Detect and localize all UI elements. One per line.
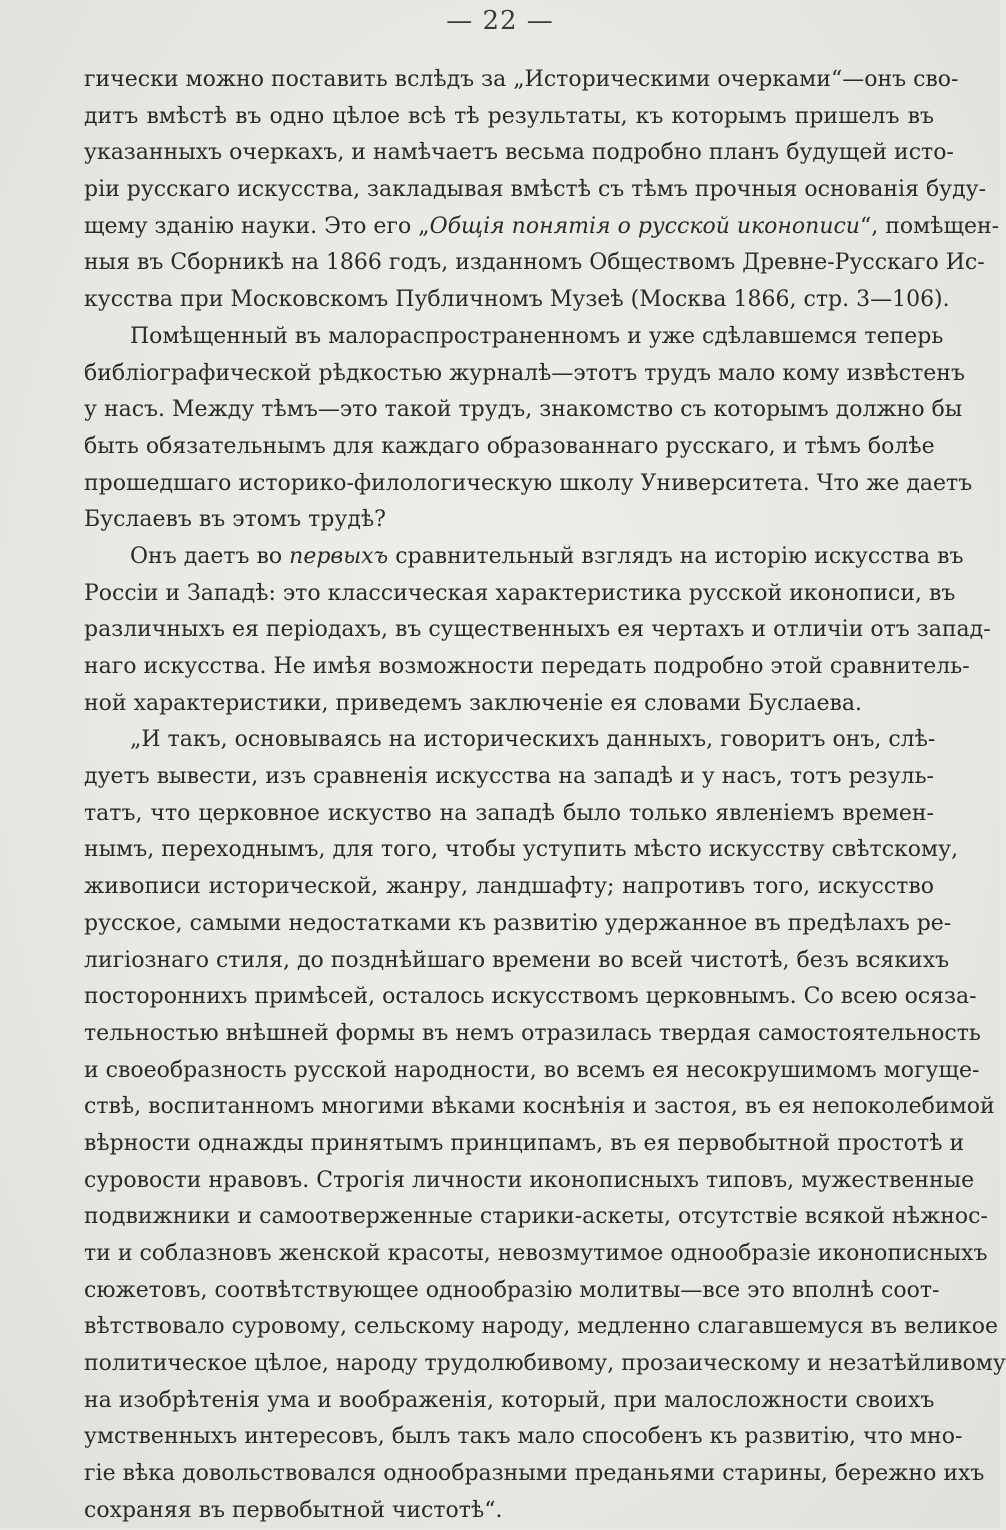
text-line: политическое цѣлое, народу трудолюбивому, прозаическому и незатѣйливому: [84, 1351, 1006, 1377]
text-line: гически можно поставить вслѣдъ за „Историческими очерками“—онъ сво-: [84, 67, 959, 92]
text-line: татъ, что церковное искуство на западѣ было только явленіемъ времен-: [84, 800, 934, 826]
text-line: и своеобразность русской народности, во всемъ ея несокрушимомъ могуще-: [84, 1057, 980, 1083]
text-line: ти и соблазновъ женской красоты, невозмутимое однообразіе иконописныхъ: [84, 1241, 988, 1266]
text-line: дуетъ вывести, изъ сравненія искусства на западѣ и у насъ, тотъ резуль-: [84, 764, 934, 790]
text-line: наго искусства. Не имѣя возможности передать подробно этой сравнитель-: [84, 654, 970, 679]
text-line: кусства при Московскомъ Публичномъ Музеѣ (Москва 1866, стр. 3—106).: [84, 287, 950, 313]
text-line: живописи исторической, жанру, ландшафту; напротивъ того, искусство: [84, 874, 934, 900]
text-line: вѣрности однажды принятымъ принципамъ, въ ея первобытной простотѣ и: [84, 1130, 965, 1156]
text-line: сохраняя въ первобытной чистотѣ“.: [84, 1497, 503, 1523]
text-line: у насъ. Между тѣмъ—это такой трудъ, знакомство съ которымъ должно бы: [84, 397, 963, 423]
text-span: “, помѣщен-: [859, 213, 1000, 239]
text-span: сравнительный взглядъ на исторію искусства въ: [388, 543, 964, 569]
text-line: вѣтствовало суровому, сельскому народу, медленно слагавшемуся въ великое: [84, 1314, 999, 1340]
page-number: — 22 —: [446, 6, 554, 36]
text-span: Онъ даетъ во: [130, 543, 290, 569]
italic-title: Общія понятія о русской иконописи: [429, 213, 860, 239]
text-line: на изобрѣтенія ума и воображенія, который, при малосложности своихъ: [84, 1387, 935, 1413]
text-line: указанныхъ очеркахъ, и намѣчаетъ весьма подробно планъ будущей исто-: [84, 140, 954, 166]
text-line: библіографической рѣдкостью журналѣ—этотъ трудъ мало кому извѣстенъ: [84, 360, 965, 386]
text-line: быть обязательнымъ для каждаго образованнаго русскаго, и тѣмъ болѣе: [84, 433, 935, 459]
text-line: Россіи и Западѣ: это классическая характеристика русской иконописи, въ: [84, 580, 956, 606]
paragraph-first-line: Помѣщенный въ малораспространенномъ и уже сдѣлавшемся теперь: [130, 323, 944, 349]
text-line: тельностью внѣшней формы въ немъ отразилась твердая самостоятельность: [84, 1020, 981, 1046]
text-line: Буслаевъ въ этомъ трудѣ?: [84, 507, 386, 533]
paragraph-first-line: [84, 539, 964, 576]
paragraph-first-line: „И такъ, основываясь на историческихъ данныхъ, говоритъ онъ, слѣ-: [130, 727, 936, 753]
text-line: различныхъ ея періодахъ, въ существенныхъ ея чертахъ и отличіи отъ запад-: [84, 617, 991, 643]
text-line: ріи русскаго искусства, закладывая вмѣстѣ съ тѣмъ прочныя основанія буду-: [84, 177, 987, 203]
text-line: дитъ вмѣстѣ въ одно цѣлое всѣ тѣ результаты, къ которымъ пришелъ въ: [84, 103, 934, 129]
text-line: русское, самыми недостатками къ развитію удержанное въ предѣлахъ ре-: [84, 910, 952, 936]
text-line: [84, 209, 1000, 246]
text-line: постороннихъ примѣсей, осталось искусствомъ церковнымъ. Со всею осяза-: [84, 984, 977, 1010]
italic-word: первыхъ: [289, 543, 389, 569]
text-line: прошедшаго историко-филологическую школу Университета. Что же даетъ: [84, 470, 973, 496]
text-line: подвижники и самоотверженные старики-аскеты, отсутствіе всякой нѣжнос-: [84, 1204, 988, 1230]
text-line: сюжетовъ, соотвѣтствующее однообразію молитвы—все это вполнѣ соот-: [84, 1277, 940, 1303]
text-line: ствѣ, воспитанномъ многими вѣками коснѣнія и застоя, въ ея непоколебимой: [84, 1094, 995, 1120]
text-line: ной характеристики, приведемъ заключеніе ея словами Буслаева.: [84, 690, 863, 716]
text-line: умственныхъ интересовъ, былъ такъ мало способенъ къ развитію, что мно-: [84, 1424, 963, 1450]
body-text: [84, 62, 1006, 1530]
text-line: лигіознаго стиля, до позднѣйшаго времени во всей чистотѣ, безъ всякихъ: [84, 947, 950, 973]
text-line: суровости нравовъ. Строгія личности иконописныхъ типовъ, мужественные: [84, 1167, 975, 1193]
text-line: нымъ, переходнымъ, для того, чтобы уступить мѣсто искусству свѣтскому,: [84, 837, 959, 863]
text-span: щему зданію науки. Это его „: [84, 213, 430, 239]
text-line: ныя въ Сборникѣ на 1866 годъ, изданномъ Обществомъ Древне-Русскаго Ис-: [84, 250, 985, 276]
text-line: гіе вѣка довольствовался однообразными преданьями старины, бережно ихъ: [84, 1461, 985, 1487]
